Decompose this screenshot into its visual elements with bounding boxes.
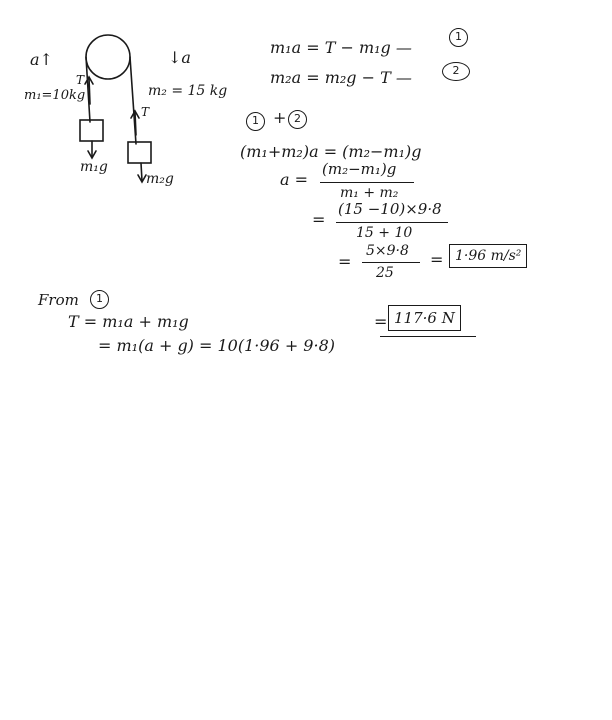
left-tension-label: T [76, 73, 85, 87]
a-lhs: a = [280, 170, 309, 189]
add-tag-2: 2 [288, 110, 307, 129]
right-mass-label: m₂ = 15 kg [148, 83, 228, 99]
add-tag-1: 1 [246, 112, 265, 131]
left-block [80, 120, 103, 141]
accel-up-label: a↑ [30, 50, 53, 69]
add-plus: + [273, 108, 287, 127]
from-label: From [38, 291, 79, 309]
equation-1-tag: 1 [449, 28, 468, 47]
equation-1: m₁a = T − m₁g — [270, 38, 412, 57]
substitution-equals: = [312, 210, 326, 229]
tension-line-1: T = m₁a + m₁g [68, 312, 189, 331]
pulley-wheel [86, 35, 130, 79]
equation-2-tag: 2 [442, 62, 470, 81]
equation-2: m₂a = m₂g − T — [270, 68, 412, 87]
left-weight-arrow [88, 141, 96, 158]
substitution-denominator: 15 + 10 [356, 225, 413, 241]
tension-result-equals: = [374, 312, 388, 331]
substitution-fraction-bar [336, 222, 448, 223]
tension-result-box: 117·6 N [388, 305, 461, 331]
simplified-denominator: 25 [376, 265, 394, 281]
sum-equation: (m₁+m₂)a = (m₂−m₁)g [240, 142, 422, 161]
simplified-equals: = [338, 252, 352, 271]
right-block [128, 142, 151, 163]
accel-down-label: ↓a [168, 48, 191, 67]
substitution-numerator: (15 −10)×9·8 [338, 200, 442, 218]
left-mass-label: m₁=10kg [24, 88, 86, 103]
tension-result-underline [380, 336, 476, 337]
from-tag: 1 [90, 290, 109, 309]
right-weight-arrow [138, 163, 146, 182]
simplified-numerator: 5×9·8 [366, 243, 409, 259]
right-tension-label: T [141, 105, 150, 119]
a-fraction-bar [320, 182, 414, 183]
a-denominator: m₁ + m₂ [340, 185, 399, 201]
acceleration-result-box: 1·96 m/s² [449, 244, 527, 268]
tension-line-2: = m₁(a + g) = 10(1·96 + 9·8) [98, 336, 335, 355]
left-weight-label: m₁g [80, 159, 108, 175]
simplified-fraction-bar [362, 262, 420, 263]
acceleration-result-equals: = [430, 250, 444, 269]
right-weight-label: m₂g [146, 171, 174, 187]
a-numerator: (m₂−m₁)g [322, 160, 397, 178]
